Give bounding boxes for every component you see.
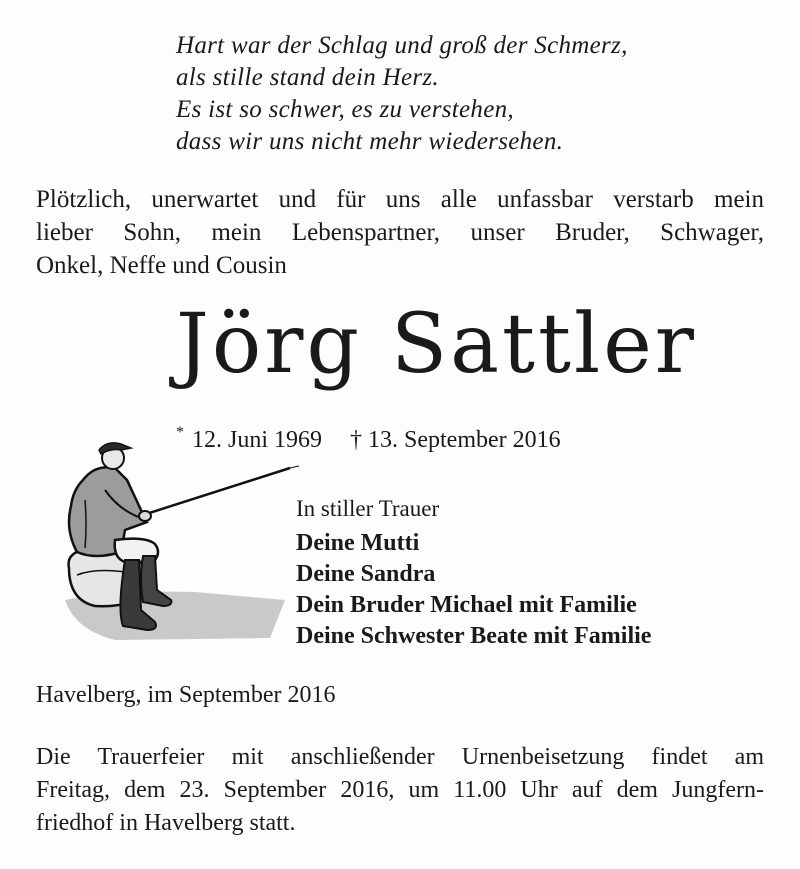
poem-line: dass wir uns nicht mehr wiedersehen.	[176, 128, 564, 155]
signer: Deine Mutti	[296, 530, 420, 556]
signer: Deine Sandra	[296, 561, 436, 587]
intro-line: Onkel, Neffe und Cousin	[36, 252, 287, 279]
death-symbol: †	[350, 427, 363, 453]
signer: Deine Schwester Beate mit Familie	[296, 623, 652, 649]
poem-line: Hart war der Schlag und groß der Schmerz,	[176, 32, 628, 59]
mourning-heading: In stiller Trauer	[296, 496, 440, 521]
funeral-line: friedhof in Havelberg statt.	[36, 810, 296, 836]
deceased-name: Jörg Sattler	[176, 297, 697, 392]
poem	[176, 30, 628, 158]
fisherman-illustration	[55, 440, 300, 640]
funeral-line: Die Trauerfeier mit anschließender Urnenbeisetzung findet am	[36, 744, 764, 770]
boot-right	[141, 556, 171, 606]
place-date: Havelberg, im September 2016	[36, 682, 336, 708]
intro-text	[36, 183, 764, 282]
poem-line: als stille stand dein Herz.	[176, 64, 439, 91]
signer: Dein Bruder Michael mit Familie	[296, 592, 637, 618]
signers-list	[296, 528, 651, 652]
death-date: 13. September 2016	[368, 427, 561, 453]
birth-date: 12. Juni 1969	[192, 427, 323, 453]
intro-line: lieber Sohn, mein Lebenspartner, unser Bruder, Schwager,	[36, 219, 764, 246]
hand-shape	[139, 511, 151, 521]
funeral-line: Freitag, dem 23. September 2016, um 11.00 Uhr auf dem Jungfern-	[36, 777, 764, 803]
intro-line: Plötzlich, unerwartet und für uns alle unfassbar verstarb mein	[36, 186, 764, 213]
fishing-rod	[143, 468, 290, 515]
birth-symbol: *	[176, 424, 184, 441]
funeral-info	[36, 741, 764, 840]
poem-line: Es ist so schwer, es zu verstehen,	[176, 96, 514, 123]
